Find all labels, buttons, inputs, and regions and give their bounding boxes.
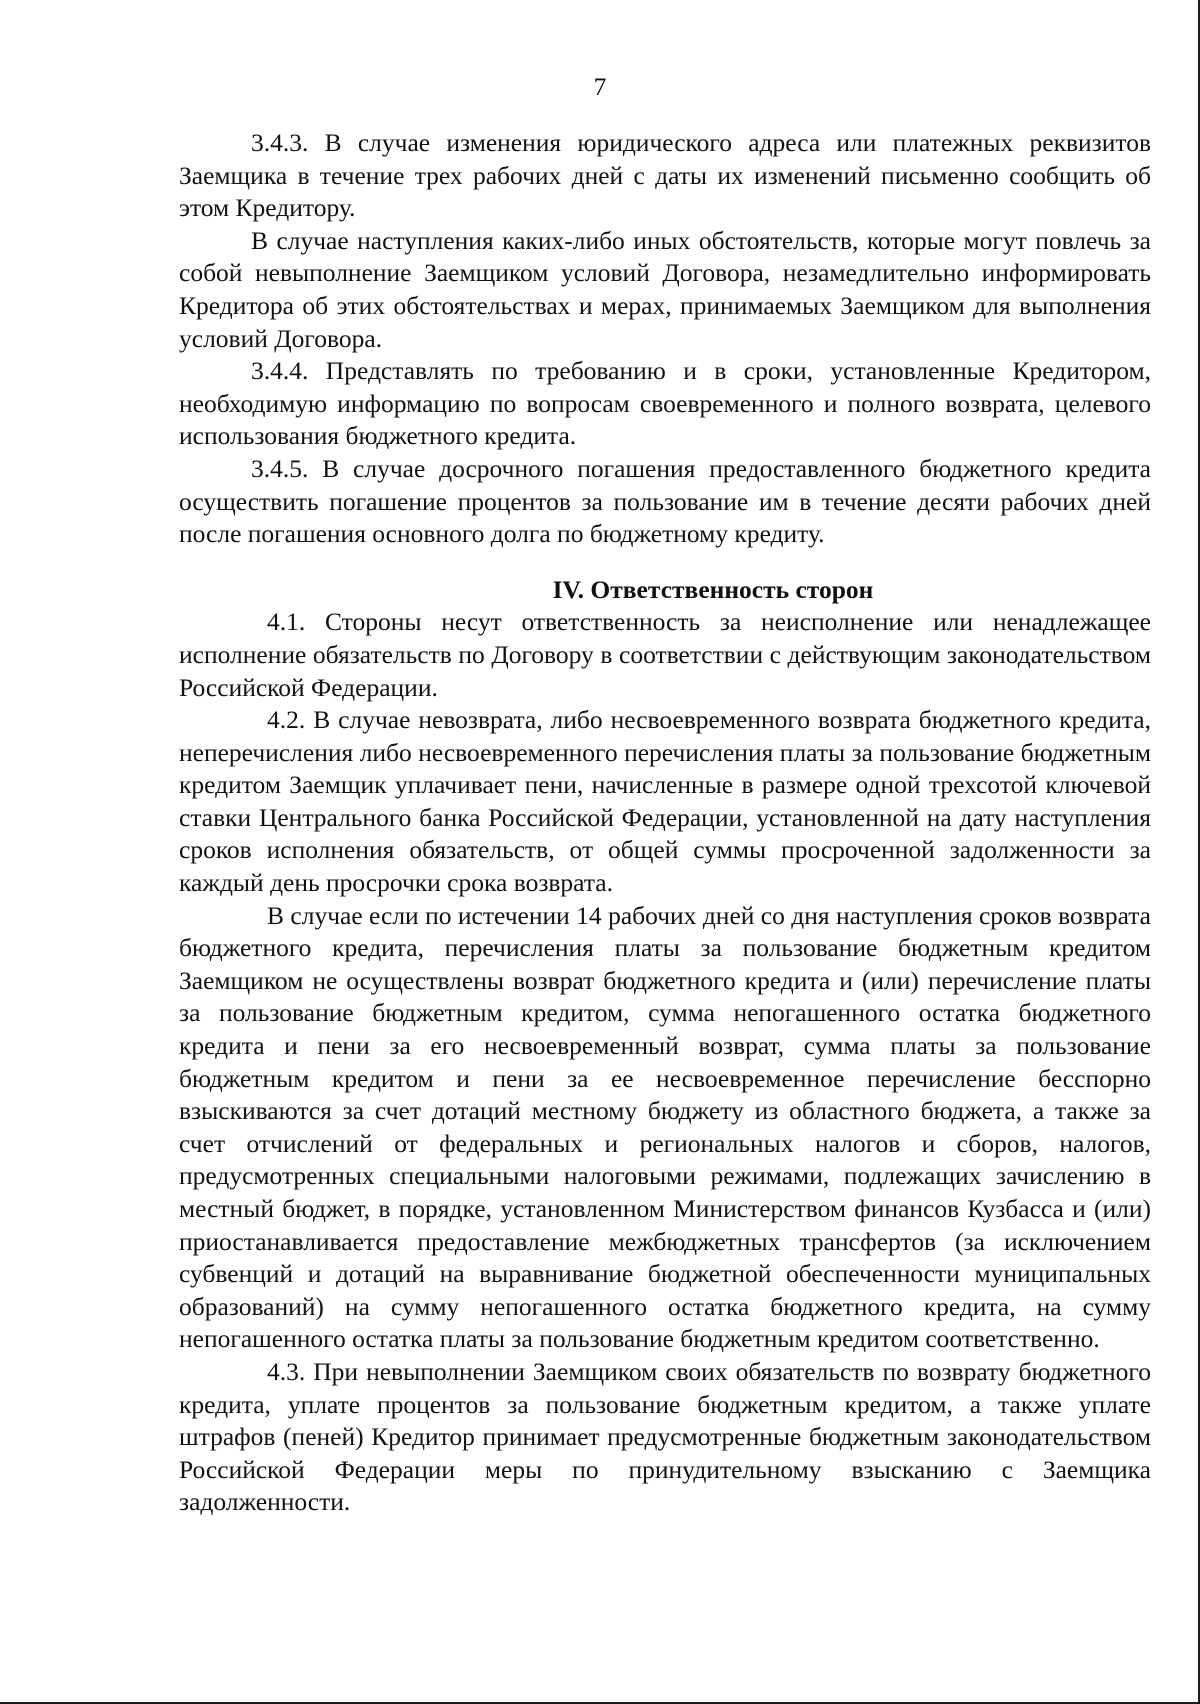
paragraph-3-4-3-continued: В случае наступления каких-либо иных обстоятельств, которые могут повлечь за собой невыполнение Заемщиком условий Договора, незамедлительно информировать Кредитора об этих обстоятельствах и мерах, принимаемых Заемщиком для выполнения условий Договора.	[179, 225, 1151, 353]
paragraph-3-4-5: 3.4.5. В случае досрочного погашения предоставленного бюджетного кредита осуществить погашение процентов за пользование им в течение десяти рабочих дней после погашения основного долга по бюджетному кредиту.	[179, 453, 1151, 549]
paragraph-4-1: 4.1. Стороны несут ответственность за неисполнение или ненадлежащее исполнение обязательств по Договору в соответствии с действующим законодательством Российской Федерации.	[179, 607, 1151, 702]
paragraph-3-4-3: 3.4.3. В случае изменения юридического адреса или платежных реквизитов Заемщика в течение трех рабочих дней с даты их изменений письменно сообщить об этом Кредитору.	[179, 128, 1151, 223]
paragraph-4-2-continued: В случае если по истечении 14 рабочих дней со дня наступления сроков возврата бюджетного кредита, перечисления платы за пользование бюджетным кредитом Заемщиком не осуществлены возврат бюджетного кредита и (или) перечисление платы за пользование бюджетным кредитом, сумма непогашенного остатка бюджетного кредита и пени за его несвоевременный возврат, сумма платы за пользование бюджетным кредитом и пени за ее несвоевременное перечисление бесспорно взыскиваются за счет дотаций местному бюджету из областного бюджета, а также за счет отчислений от федеральных и региональных налогов и сборов, налогов, предусмотренных специальными налоговыми режимами, подлежащих зачислению в местный бюджет, в порядке, установленном Министерством финансов Кузбасса и (или) приостанавливается предоставление межбюджетных трансфертов (за исключением субвенций и дотаций на выравнивание бюджетной обеспеченности муниципальных образований) на сумму непогашенного остатка бюджетного кредита, на сумму непогашенного остатка платы за пользование бюджетным кредитом соответственно.	[179, 900, 1151, 1354]
paragraph-4-3: 4.3. При невыполнении Заемщиком своих обязательств по возврату бюджетного кредита, уплате процентов за пользование бюджетным кредитом, а также уплате штрафов (пеней) Кредитор принимает предусмотренные бюджетным законодательством Российской Федерации меры по принудительному взысканию с Заемщика задолженности.	[179, 1356, 1151, 1517]
paragraph-3-4-4: 3.4.4. Представлять по требованию и в сроки, установленные Кредитором, необходимую информацию по вопросам своевременного и полного возврата, целевого использования бюджетного кредита.	[179, 356, 1151, 451]
page-number: 7	[593, 72, 607, 101]
paragraph-4-2: 4.2. В случае невозврата, либо несвоевременного возврата бюджетного кредита, неперечисления либо несвоевременного перечисления платы за пользование бюджетным кредитом Заемщик уплачивает пени, начисленные в размере одной трехсотой ключевой ставки Центрального банка Российской Федерации, установленной на дату наступления сроков исполнения обязательств, от общей суммы просроченной задолженности за каждый день просрочки срока возврата.	[179, 705, 1151, 898]
section-heading-responsibility: IV. Ответственность сторон	[552, 574, 874, 604]
document-body	[179, 127, 1151, 1519]
